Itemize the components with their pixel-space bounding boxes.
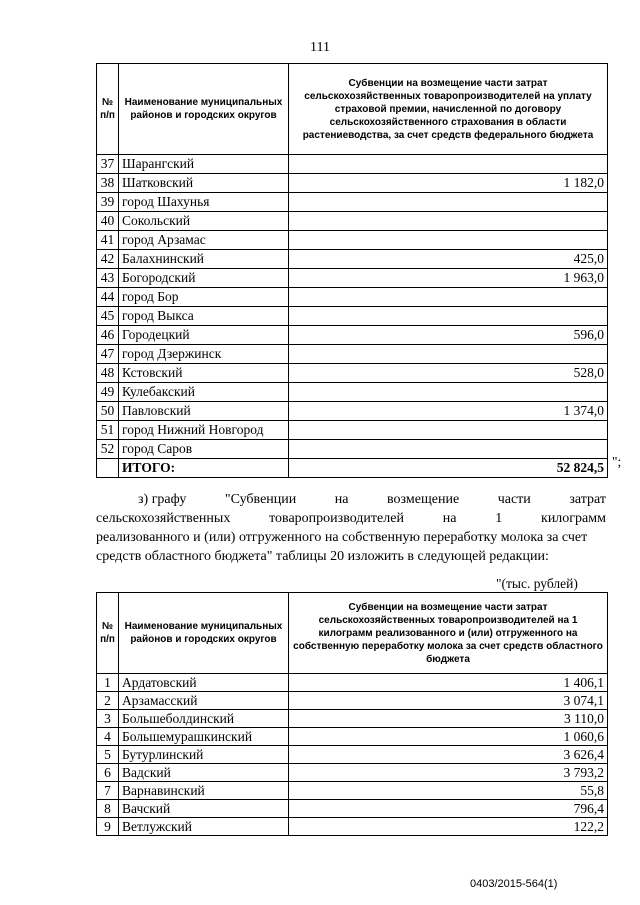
row-district-name: Павловский: [119, 402, 289, 421]
table-row: [97, 231, 608, 250]
row-number: 9: [97, 818, 119, 836]
table-row: [97, 307, 608, 326]
row-subsidy-value: 3 074,1: [289, 692, 608, 710]
unit-label: "(тыс. рублей): [496, 576, 578, 591]
row-subsidy-value: [289, 421, 608, 440]
row-number: 7: [97, 782, 119, 800]
row-subsidy-value: 1 182,0: [289, 174, 608, 193]
paragraph-rest: реализованного и (или) отгруженного на собственную переработку молока за счет средств областного бюджета" таблицы 20 изложить в следующей редакции:: [96, 530, 588, 564]
row-number: 5: [97, 746, 119, 764]
row-subsidy-value: [289, 193, 608, 212]
row-number: 47: [97, 345, 119, 364]
row-district-name: Сокольский: [119, 212, 289, 231]
row-subsidy-value: [289, 440, 608, 459]
subsidy-table-insurance: [96, 63, 608, 478]
row-subsidy-value: 1 374,0: [289, 402, 608, 421]
table-row: [97, 193, 608, 212]
row-district-name: Ардатовский: [119, 674, 289, 692]
row-number: 4: [97, 728, 119, 746]
row-district-name: Арзамасский: [119, 692, 289, 710]
row-number: 6: [97, 764, 119, 782]
paragraph-word: затрат: [569, 492, 606, 507]
table-row: [97, 421, 608, 440]
header-num: № п/п: [97, 64, 119, 155]
row-number: 48: [97, 364, 119, 383]
row-subsidy-value: 528,0: [289, 364, 608, 383]
row-district-name: Бутурлинский: [119, 746, 289, 764]
paragraph-word: "Субвенции: [224, 492, 297, 507]
table-row: [97, 800, 608, 818]
table-row: [97, 782, 608, 800]
total-value: 52 824,5: [289, 459, 608, 478]
table-row: [97, 155, 608, 174]
paragraph-word: з) графу: [138, 492, 187, 507]
row-district-name: Кулебакский: [119, 383, 289, 402]
table-row: [97, 174, 608, 193]
row-subsidy-value: [289, 345, 608, 364]
paragraph-line-1: [96, 490, 606, 509]
row-number: 44: [97, 288, 119, 307]
table-row: [97, 402, 608, 421]
paragraph-word: 1: [495, 511, 503, 526]
row-subsidy-value: [289, 288, 608, 307]
row-district-name: Шатковский: [119, 174, 289, 193]
paragraph-word: возмещение: [387, 492, 460, 507]
row-number: 49: [97, 383, 119, 402]
total-row: [97, 459, 608, 478]
table-row: [97, 692, 608, 710]
row-number: 42: [97, 250, 119, 269]
row-subsidy-value: [289, 155, 608, 174]
document-code: 0403/2015-564(1): [470, 878, 558, 890]
row-number: 1: [97, 674, 119, 692]
row-district-name: город Саров: [119, 440, 289, 459]
paragraph-word: на: [442, 511, 457, 526]
subsidy-table-milk: [96, 592, 608, 836]
paragraph-word: сельскохозяйственных: [96, 511, 231, 526]
row-district-name: Большеболдинский: [119, 710, 289, 728]
row-number: 2: [97, 692, 119, 710]
row-subsidy-value: 1 963,0: [289, 269, 608, 288]
table-row: [97, 746, 608, 764]
table-row: [97, 345, 608, 364]
row-district-name: Варнавинский: [119, 782, 289, 800]
row-number: 37: [97, 155, 119, 174]
row-number: 8: [97, 800, 119, 818]
row-subsidy-value: [289, 307, 608, 326]
paragraph-word: части: [497, 492, 531, 507]
table-row: [97, 326, 608, 345]
table-row: [97, 440, 608, 459]
header-num: № п/п: [97, 593, 119, 674]
row-district-name: город Выкса: [119, 307, 289, 326]
row-district-name: Городецкий: [119, 326, 289, 345]
table-row: [97, 364, 608, 383]
row-subsidy-value: 3 110,0: [289, 710, 608, 728]
row-number: 45: [97, 307, 119, 326]
row-district-name: город Шахунья: [119, 193, 289, 212]
row-number: 41: [97, 231, 119, 250]
row-number: 51: [97, 421, 119, 440]
row-number: 52: [97, 440, 119, 459]
table-row: [97, 710, 608, 728]
paragraph-word: на: [334, 492, 349, 507]
table-row: [97, 250, 608, 269]
paragraph-line-2: [96, 509, 606, 528]
header-name: Наименование муниципальных районов и городских округов: [119, 64, 289, 155]
row-district-name: город Дзержинск: [119, 345, 289, 364]
row-district-name: Шарангский: [119, 155, 289, 174]
table-header: [97, 593, 608, 674]
table-row: [97, 674, 608, 692]
total-label: ИТОГО:: [119, 459, 289, 478]
table-header: [97, 64, 608, 155]
page-number: 111: [310, 40, 330, 55]
header-value: Субвенции на возмещение части затрат сельскохозяйственных товаропроизводителей на уплату страховой премии, начисленной по договору сельскохозяйственного страхования в области растениеводства, за счет средств федерального бюджета: [289, 64, 608, 155]
table-row: [97, 288, 608, 307]
row-subsidy-value: [289, 383, 608, 402]
row-district-name: Балахнинский: [119, 250, 289, 269]
header-name: Наименование муниципальных районов и городских округов: [119, 593, 289, 674]
paragraph-word: товаропроизводителей: [269, 511, 404, 526]
row-subsidy-value: 796,4: [289, 800, 608, 818]
row-district-name: Вачский: [119, 800, 289, 818]
row-subsidy-value: [289, 212, 608, 231]
row-district-name: Вадский: [119, 764, 289, 782]
row-district-name: Большемурашкинский: [119, 728, 289, 746]
amendment-paragraph: [96, 490, 606, 566]
table-row: [97, 269, 608, 288]
row-subsidy-value: [289, 231, 608, 250]
row-subsidy-value: 55,8: [289, 782, 608, 800]
table-row: [97, 764, 608, 782]
row-number: 40: [97, 212, 119, 231]
row-subsidy-value: 122,2: [289, 818, 608, 836]
row-subsidy-value: 3 626,4: [289, 746, 608, 764]
closing-quote-mark: ";: [612, 454, 622, 469]
row-district-name: Ветлужский: [119, 818, 289, 836]
header-value: Субвенции на возмещение части затрат сельскохозяйственных товаропроизводителей на 1 килограмм реализованного и (или) отгруженного на собственную переработку молока за счет средств областного бюджета: [289, 593, 608, 674]
row-subsidy-value: 1 406,1: [289, 674, 608, 692]
row-subsidy-value: 1 060,6: [289, 728, 608, 746]
table-row: [97, 728, 608, 746]
table-row: [97, 383, 608, 402]
total-empty-cell: [97, 459, 119, 478]
paragraph-word: килограмм: [541, 511, 606, 526]
row-number: 43: [97, 269, 119, 288]
row-district-name: город Арзамас: [119, 231, 289, 250]
row-subsidy-value: 425,0: [289, 250, 608, 269]
row-district-name: город Нижний Новгород: [119, 421, 289, 440]
row-district-name: Кстовский: [119, 364, 289, 383]
row-subsidy-value: 596,0: [289, 326, 608, 345]
row-subsidy-value: 3 793,2: [289, 764, 608, 782]
table-row: [97, 212, 608, 231]
row-district-name: Богородский: [119, 269, 289, 288]
row-number: 3: [97, 710, 119, 728]
row-number: 38: [97, 174, 119, 193]
row-number: 50: [97, 402, 119, 421]
row-district-name: город Бор: [119, 288, 289, 307]
table-row: [97, 818, 608, 836]
row-number: 46: [97, 326, 119, 345]
row-number: 39: [97, 193, 119, 212]
